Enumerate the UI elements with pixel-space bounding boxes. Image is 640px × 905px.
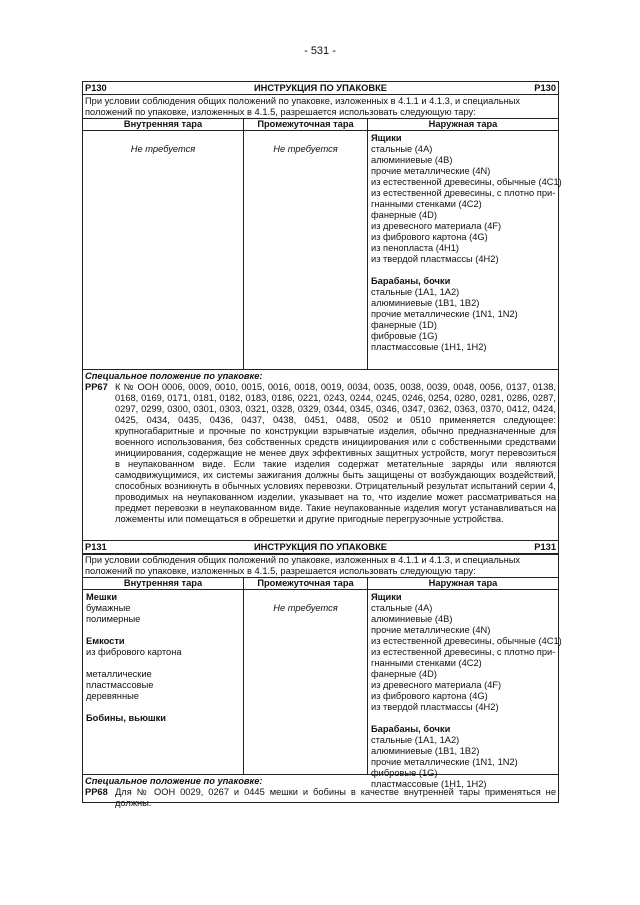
intermediate-cell: [244, 131, 368, 369]
drums-heading: Барабаны, бочки: [371, 276, 451, 286]
inner-cell: [83, 590, 244, 774]
col-intermediate-header: Промежуточная тара: [244, 119, 368, 130]
intermediate-value: Не требуется: [273, 603, 338, 613]
title-row: [83, 82, 558, 95]
intermediate-value: Не требуется: [273, 144, 338, 154]
box-type-item: из твердой пластмассы (4H2): [371, 254, 499, 264]
box-type-item: стальные (4A): [371, 144, 433, 154]
box-type-item: из фибрового картона (4G): [371, 691, 488, 701]
drum-type-item: стальные (1A1, 1A2): [371, 287, 460, 297]
intermediate-cell: [244, 590, 368, 774]
intro-text: При условии соблюдения общих положений по упаковке, изложенных в 4.1.1 и 4.1.3, и специальных положений по упаковке, изложенных в 4.1.5, разрешается использовать следующую тару:: [83, 95, 558, 119]
special-provision-code: PP68: [85, 787, 108, 797]
special-provision-code: PP67: [85, 382, 108, 392]
box-type-item: из пенопласта (4H1): [371, 243, 459, 253]
container-type-item: пластмассовые: [86, 680, 154, 690]
box-type-item: из фибрового картона (4G): [371, 232, 488, 242]
box-type-item: фанерные (4D): [371, 210, 437, 220]
drum-type-item: алюминиевые (1B1, 1B2): [371, 746, 480, 756]
bobbins-heading: Бобины, вьюшки: [86, 713, 167, 723]
box-type-item: из естественной древесины, обычные (4C1): [371, 636, 562, 646]
drums-heading: Барабаны, бочки: [371, 724, 451, 734]
drum-type-item: прочие металлические (1N1, 1N2): [371, 757, 518, 767]
drum-type-item: пластмассовые (1H1, 1H2): [371, 342, 487, 352]
packing-instruction-p130: [82, 81, 562, 555]
drum-type-item: фанерные (1D): [371, 320, 437, 330]
instruction-title: ИНСТРУКЦИЯ ПО УПАКОВКЕ: [253, 542, 387, 552]
packaging-body: [83, 131, 562, 370]
code-left: P130: [85, 83, 107, 93]
box-type-item: из естественной древесины, с плотно при-: [371, 647, 556, 657]
bag-type-item: бумажные: [86, 603, 131, 613]
drum-type-item: алюминиевые (1B1, 1B2): [371, 298, 480, 308]
box-type-item: алюминиевые (4B): [371, 614, 453, 624]
special-provision-heading: Специальное положение по упаковке:: [85, 776, 263, 786]
col-intermediate-header: Промежуточная тара: [244, 578, 368, 589]
drum-type-item: фибровые (1G): [371, 331, 438, 341]
title-row: [83, 541, 558, 554]
drum-type-item: прочие металлические (1N1, 1N2): [371, 309, 518, 319]
container-type-item: из фибрового картона: [86, 647, 182, 657]
inner-cell: [83, 131, 244, 369]
drum-type-item: пластмассовые (1H1, 1H2): [371, 779, 487, 789]
col-outer-header: Наружная тара: [428, 119, 498, 129]
box-type-item: стальные (4A): [371, 603, 433, 613]
box-type-item: алюминиевые (4B): [371, 155, 453, 165]
column-headers: [83, 119, 558, 131]
page-number: - 531 -: [304, 45, 336, 57]
container-type-item: металлические: [86, 669, 152, 679]
box-type-item: прочие металлические (4N): [371, 625, 491, 635]
code-left: P131: [85, 542, 107, 552]
bags-heading: Мешки: [86, 592, 118, 602]
drum-type-item: стальные (1A1, 1A2): [371, 735, 460, 745]
special-provision: [83, 382, 558, 527]
special-provision: [83, 787, 558, 811]
box-type-item: из естественной древесины, обычные (4C1): [371, 177, 562, 187]
box-type-item: из древесного материала (4F): [371, 221, 502, 231]
col-inner-header: Внутренняя тара: [83, 578, 244, 589]
box-type-item: гнанными стенками (4C2): [371, 199, 482, 209]
inner-value: Не требуется: [130, 144, 196, 154]
container-type-item: деревянные: [86, 691, 139, 701]
boxes-heading: Ящики: [371, 133, 402, 143]
code-right: P130: [534, 83, 556, 93]
special-provision-text: К № ООН 0006, 0009, 0010, 0015, 0016, 0018, 0019, 0034, 0035, 0038, 0039, 0048, 0056, 0137, 0138, 0168, 0169, 0171, 0181, 0182, 0183, 0186, 0221, 0243, 0244, 0245, 0246, 0254, 0280, 0281, 0286, 0287, 0297, 0299, 0300, 0301, 0303, 0321, 0328, 0329, 0344, 0345, 0346, 0347, 0362, 0363, 0370, 0412, 0424, 0425, 0434, 0435, 0436, 0437, 0438, 0451, 0488, 0502 и 0510 применяется следующее: крупногабаритные и прочные по конструкции взрывчатые изделия, обычно предназначенные для военного использования, без собственных средств инициирования или с собственными средствами инициирования, содержащие не менее двух эффективных защитных устройств, могут перевозиться в неупакованном виде. Если такие изделия содержат метательные заряды или являются самодвижущимися, их системы зажигания должны быть защищены от возбуждающих воздействий, способных возникнуть в обычных условиях перевозки. Отрицательный результат испытаний серии 4, проводимых на неупакованном изделии, указывает на то, что изделие может рассматриваться на предмет перевозки в неупакованном виде. Такие неупакованные изделия могут устанавливаться на ложементы или помещаться в обрешетки и другие пригодные перегрузочные устройства.: [115, 382, 556, 524]
instruction-title: ИНСТРУКЦИЯ ПО УПАКОВКЕ: [253, 83, 387, 93]
packing-instruction-p131: [82, 540, 562, 808]
drum-type-item: фибровые (1G): [371, 768, 438, 778]
box-type-item: прочие металлические (4N): [371, 166, 491, 176]
column-headers: [83, 578, 558, 590]
col-inner-header: Внутренняя тара: [83, 119, 244, 130]
outer-cell: [368, 590, 562, 789]
box-type-item: из естественной древесины, с плотно при-: [371, 188, 556, 198]
col-outer-header: Наружная тара: [428, 578, 498, 588]
intro-text: При условии соблюдения общих положений по упаковке, изложенных в 4.1.1 и 4.1.3, и специальных положений по упаковке, изложенных в 4.1.5, разрешается использовать следующую тару:: [83, 554, 558, 578]
box-type-item: гнанными стенками (4C2): [371, 658, 482, 668]
bag-type-item: полимерные: [86, 614, 141, 624]
containers-heading: Емкости: [86, 636, 125, 646]
outer-cell: [368, 131, 562, 369]
box-type-item: из твердой пластмассы (4H2): [371, 702, 499, 712]
special-provision-heading: Специальное положение по упаковке:: [85, 371, 263, 381]
special-provision-text: Для № ООН 0029, 0267 и 0445 мешки и бобины в качестве внутренней тары применяться не должны.: [115, 787, 556, 808]
box-type-item: из древесного материала (4F): [371, 680, 502, 690]
box-type-item: фанерные (4D): [371, 669, 437, 679]
code-right: P131: [534, 542, 556, 552]
boxes-heading: Ящики: [371, 592, 402, 602]
